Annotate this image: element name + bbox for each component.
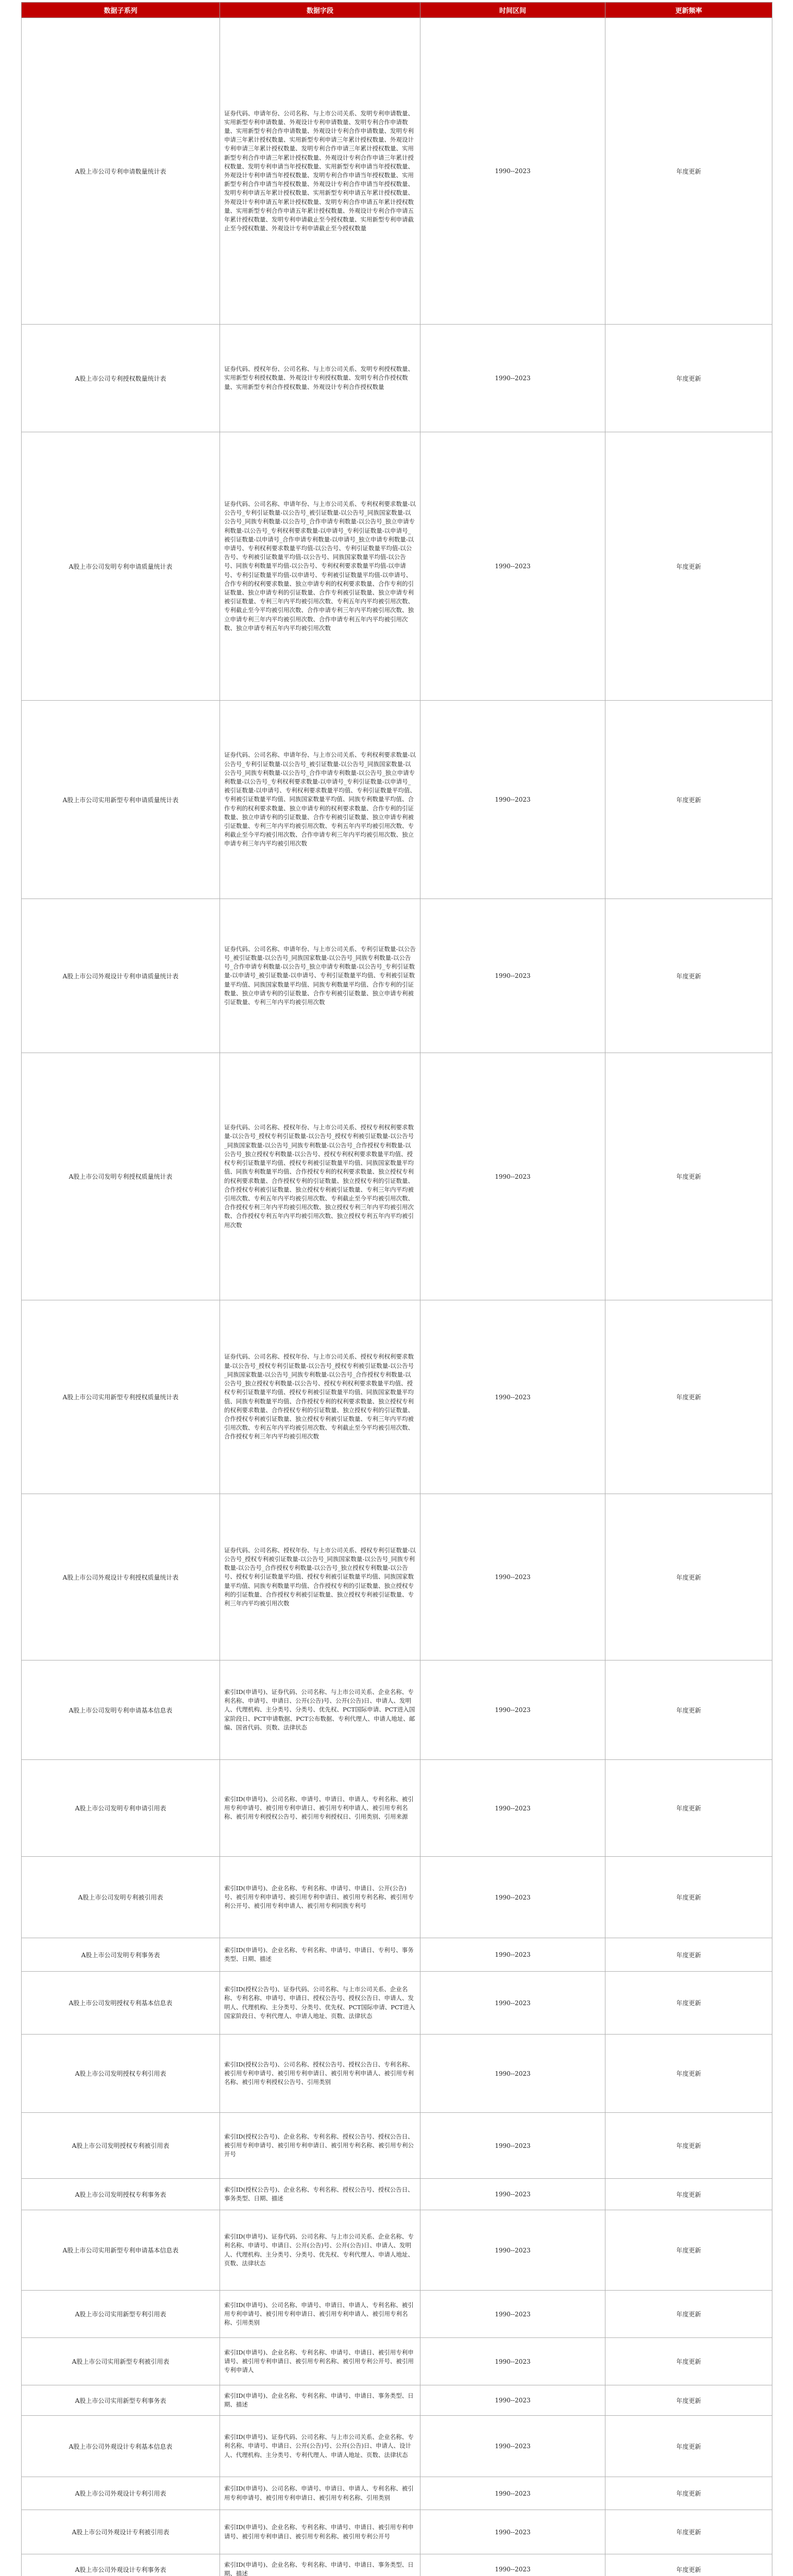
cell-series: A股上市公司实用新型专利申请基本信息表: [22, 2210, 220, 2291]
cell-update-frequency: 年度更新: [605, 1494, 772, 1660]
cell-time-range: 1990--2023: [420, 325, 605, 432]
cell-time-range: 1990--2023: [420, 2291, 605, 2338]
cell-series: A股上市公司外观设计专利授权质量统计表: [22, 1494, 220, 1660]
cell-update-frequency: 年度更新: [605, 1938, 772, 1972]
table-row: [22, 2477, 772, 2510]
cell-series: A股上市公司发明专利授权质量统计表: [22, 1053, 220, 1300]
cell-fields: [220, 432, 420, 701]
table-row: [22, 1972, 772, 2035]
cell-series: A股上市公司实用新型专利被引用表: [22, 2338, 220, 2385]
cell-series: A股上市公司发明授权专利引用表: [22, 2035, 220, 2113]
cell-update-frequency: 年度更新: [605, 2477, 772, 2510]
cell-fields: [220, 701, 420, 899]
cell-time-range: 1990--2023: [420, 2510, 605, 2554]
cell-fields: [220, 2210, 420, 2291]
cell-series: A股上市公司实用新型专利授权质量统计表: [22, 1300, 220, 1494]
cell-series: A股上市公司发明授权专利事务表: [22, 2179, 220, 2210]
table-row: [22, 1660, 772, 1760]
cell-time-range: 1990--2023: [420, 701, 605, 899]
cell-series: A股上市公司发明专利事务表: [22, 1938, 220, 1972]
cell-fields: [220, 18, 420, 325]
cell-time-range: 1990--2023: [420, 1494, 605, 1660]
cell-update-frequency: 年度更新: [605, 2035, 772, 2113]
cell-fields: [220, 1938, 420, 1972]
cell-update-frequency: 年度更新: [605, 432, 772, 701]
fields-text: 索引ID(授权公告号)、证券代码、公司名称、与上市公司关系、企业名称、专利名称、申请号、申请日、授权公告号、授权公告日、申请人、发明人、代理机构、主分类号、分类号、优先权、PCT国际申请、PCT进入国家阶段日、专利代理人、申请人地址、页数、法律状态: [224, 1986, 415, 2020]
cell-fields: [220, 2113, 420, 2179]
cell-fields: [220, 1300, 420, 1494]
cell-series: A股上市公司专利申请数量统计表: [22, 18, 220, 325]
cell-fields: [220, 1494, 420, 1660]
cell-fields: [220, 2416, 420, 2477]
cell-update-frequency: 年度更新: [605, 1857, 772, 1938]
table-row: [22, 2554, 772, 2576]
cell-series: A股上市公司发明授权专利基本信息表: [22, 1972, 220, 2035]
cell-update-frequency: 年度更新: [605, 2338, 772, 2385]
cell-fields: [220, 1760, 420, 1857]
cell-time-range: 1990--2023: [420, 2113, 605, 2179]
fields-text: 索引ID(授权公告号)、公司名称、授权公告号、授权公告日、专利名称、被引用专利申请号、被引用专利申请日、被引用专利申请人、被引用专利名称、被引用专利授权公告号、引用类别: [224, 2060, 414, 2086]
cell-series: A股上市公司发明授权专利被引用表: [22, 2113, 220, 2179]
cell-series: A股上市公司发明专利申请引用表: [22, 1760, 220, 1857]
table-header-row: [22, 3, 772, 18]
cell-time-range: 1990--2023: [420, 899, 605, 1053]
table-row: [22, 325, 772, 432]
cell-time-range: 1990--2023: [420, 1660, 605, 1760]
table-row: [22, 1938, 772, 1972]
cell-update-frequency: 年度更新: [605, 18, 772, 325]
cell-fields: [220, 2554, 420, 2576]
table-row: [22, 2179, 772, 2210]
fields-text: 索引ID(申请号)、公司名称、申请号、申请日、申请人、专利名称、被引用专利申请号、被引用专利申请日、被引用专利名称、引用类别: [224, 2485, 414, 2501]
cell-time-range: 1990--2023: [420, 1938, 605, 1972]
table-row: [22, 2113, 772, 2179]
table-row: [22, 2510, 772, 2554]
header-frequency: 更新频率: [605, 3, 772, 18]
table-row: [22, 2385, 772, 2416]
cell-fields: [220, 325, 420, 432]
cell-series: A股上市公司实用新型专利引用表: [22, 2291, 220, 2338]
table-row: [22, 1300, 772, 1494]
data-series-table: [21, 2, 772, 2576]
cell-fields: [220, 1660, 420, 1760]
cell-time-range: 1990--2023: [420, 1857, 605, 1938]
cell-fields: [220, 2338, 420, 2385]
cell-series: A股上市公司外观设计专利事务表: [22, 2554, 220, 2576]
fields-text: 索引ID(授权公告号)、企业名称、专利名称、授权公告号、授权公告日、被引用专利申请号、被引用专利申请日、被引用专利名称、被引用专利公开号: [224, 2132, 414, 2158]
cell-update-frequency: 年度更新: [605, 2554, 772, 2576]
fields-text: 索引ID(申请号)、企业名称、专利名称、申请号、申请日、被引用专利申请号、被引用专利申请日、被引用专利名称、被引用专利公开号、被引用专利申请人: [224, 2348, 414, 2374]
cell-fields: [220, 899, 420, 1053]
table-row: [22, 2035, 772, 2113]
cell-time-range: 1990--2023: [420, 1972, 605, 2035]
cell-fields: [220, 2510, 420, 2554]
cell-fields: [220, 2035, 420, 2113]
cell-series: A股上市公司发明专利申请基本信息表: [22, 1660, 220, 1760]
fields-text: 索引ID(授权公告号)、企业名称、专利名称、授权公告号、授权公告日、事务类型、日期、描述: [224, 2185, 414, 2202]
cell-update-frequency: 年度更新: [605, 2210, 772, 2291]
cell-time-range: 1990--2023: [420, 1760, 605, 1857]
cell-series: A股上市公司实用新型专利申请质量统计表: [22, 701, 220, 899]
table-row: [22, 432, 772, 701]
cell-time-range: 1990--2023: [420, 2477, 605, 2510]
cell-update-frequency: 年度更新: [605, 2385, 772, 2416]
table-row: [22, 1857, 772, 1938]
fields-text: 索引ID(申请号)、公司名称、申请号、申请日、申请人、专利名称、被引用专利申请号、被引用专利申请日、被引用专利申请人、被引用专利名称、引用类别: [224, 2301, 414, 2327]
cell-update-frequency: 年度更新: [605, 2510, 772, 2554]
fields-text: 证券代码、公司名称、授权年份、与上市公司关系、授权专利引证数量-以公告号_授权专利被引证数量-以公告号_同族国家数量-以公告号_同族专利数量-以公告号_合作授权专利数量-以公告号_独立授权专利数量-以公告号、授权专利引证数量平均值、授权专利被引证数量平均值、同族国家数量平均值、同族专利数量平均值、合作授权专利的引证数量、独立授权专利的引证数量、合作授权专利被引证数量、独立授权专利被引证数量、专利三年内平均被引用次数: [224, 1546, 416, 1607]
cell-time-range: 1990--2023: [420, 18, 605, 325]
cell-time-range: 1990--2023: [420, 1053, 605, 1300]
header-series: 数据子系列: [22, 3, 220, 18]
fields-text: 索引ID(申请号)、公司名称、申请号、申请日、申请人、专利名称、被引用专利申请号、被引用专利申请日、被引用专利申请人、被引用专利名称、被引用专利授权公告号、被引用专利授权日、引用类别、引用来源: [224, 1795, 414, 1821]
cell-update-frequency: 年度更新: [605, 2113, 772, 2179]
table-row: [22, 899, 772, 1053]
cell-time-range: 1990--2023: [420, 2554, 605, 2576]
table-row: [22, 2416, 772, 2477]
cell-series: A股上市公司发明专利申请质量统计表: [22, 432, 220, 701]
fields-text: 证券代码、公司名称、申请年份、与上市公司关系、专利权利要求数量-以公告号_专利引证数量-以公告号_被引证数量-以公告号_同族国家数量-以公告号_同族专利数量-以公告号_合作申请专利数量-以公告号_独立申请专利数量-以公告号_专利权利要求数量-以申请号_专利引证数量-以申请号_被引证数量-以申请号_合作申请专利数量-以申请号_独立申请专利数量-以申请号、专利权利要求数量平均值-以公告号、专利引证数量平均值-以公告号、专利被引证数量平均值-以公告号、同族国家数量平均值-以公告号、同族专利数量平均值-以公告号、专利权利要求数量平均值-以申请号、专利引证数量平均值-以申请号、专利被引证数量平均值-以申请号、合作专利的权利要求数量、独立申请专利的权利要求数量、合作专利的引证数量、独立申请专利的引证数量、合作专利被引证数量、独立申请专利被引证数量、专利三年内平均被引用次数、专利五年内平均被引用次数、专利截止至今平均被引用次数、合作申请专利三年内平均被引用次数、独立申请专利三年内平均被引用次数、合作申请专利五年内平均被引用次数、独立申请专利五年内平均被引用次数: [224, 500, 416, 632]
cell-fields: [220, 2291, 420, 2338]
cell-fields: [220, 2385, 420, 2416]
cell-update-frequency: 年度更新: [605, 899, 772, 1053]
table-row: [22, 2210, 772, 2291]
cell-series: A股上市公司外观设计专利申请质量统计表: [22, 899, 220, 1053]
header-range: 时间区间: [420, 3, 605, 18]
table-row: [22, 2291, 772, 2338]
cell-update-frequency: 年度更新: [605, 2416, 772, 2477]
cell-update-frequency: 年度更新: [605, 1300, 772, 1494]
cell-time-range: 1990--2023: [420, 2338, 605, 2385]
fields-text: 证券代码、公司名称、申请年份、与上市公司关系、专利引证数量-以公告号_被引证数量-以公告号_同族国家数量-以公告号_同族专利数量-以公告号_合作申请专利数量-以公告号_独立申请专利数量-以公告号_专利引证数量-以申请号_被引证数量-以申请号、专利引证数量平均值、专利被引证数量平均值、同族国家数量平均值、同族专利数量平均值、合作专利的引证数量、独立申请专利的引证数量、合作专利被引证数量、独立申请专利被引证数量、专利三年内平均被引用次数: [224, 945, 416, 1006]
table-row: [22, 701, 772, 899]
fields-text: 证券代码、公司名称、申请年份、与上市公司关系、专利权利要求数量-以公告号_专利引证数量-以公告号_被引证数量-以公告号_同族国家数量-以公告号_同族专利数量-以公告号_合作申请专利数量-以公告号_独立申请专利数量-以公告号_专利权利要求数量-以申请号_专利引证数量-以申请号_被引证数量-以申请号、专利权利要求数量平均值、专利引证数量平均值、专利被引证数量平均值、同族国家数量平均值、同族专利数量平均值、合作专利的权利要求数量、独立申请专利的权利要求数量、合作专利的引证数量、独立申请专利的引证数量、合作专利被引证数量、独立申请专利被引证数量、专利三年内平均被引用次数、专利五年内平均被引用次数、专利截止至今平均被引用次数、合作申请专利三年内平均被引用次数、独立申请专利三年内平均被引用次数: [224, 751, 416, 848]
cell-series: A股上市公司外观设计专利被引用表: [22, 2510, 220, 2554]
cell-update-frequency: 年度更新: [605, 1760, 772, 1857]
cell-update-frequency: 年度更新: [605, 1972, 772, 2035]
cell-update-frequency: 年度更新: [605, 701, 772, 899]
fields-text: 证券代码、公司名称、授权年份、与上市公司关系、授权专利权利要求数量-以公告号_授权专利引证数量-以公告号_授权专利被引证数量-以公告号_同族国家数量-以公告号_同族专利数量-以公告号_合作授权专利数量-以公告号_独立授权专利数量-以公告号、授权专利权利要求数量平均值、授权专利引证数量平均值、授权专利被引证数量平均值、同族国家数量平均值、同族专利数量平均值、合作授权专利的权利要求数量、独立授权专利的权利要求数量、合作授权专利的引证数量、独立授权专利的引证数量、合作授权专利被引证数量、独立授权专利被引证数量、专利三年内平均被引用次数、专利五年内平均被引用次数、专利截止至今平均被引用次数、合作授权专利三年内平均被引用次数、独立授权专利三年内平均被引用次数、合作授权专利五年内平均被引用次数、独立授权专利五年内平均被引用次数: [224, 1124, 414, 1229]
table-body: [22, 18, 772, 2576]
cell-fields: [220, 1053, 420, 1300]
table-row: [22, 1494, 772, 1660]
cell-fields: [220, 2477, 420, 2510]
cell-series: A股上市公司发明专利被引用表: [22, 1857, 220, 1938]
cell-update-frequency: 年度更新: [605, 325, 772, 432]
table-row: [22, 1760, 772, 1857]
fields-text: 索引ID(申请号)、企业名称、专利名称、申请号、申请日、事务类型、日期、描述: [224, 2392, 414, 2408]
fields-text: 索引ID(申请号)、证券代码、公司名称、与上市公司关系、企业名称、专利名称、申请号、申请日、公开(公告)号、公开(公告)日、申请人、设计人、代理机构、主分类号、专利代理人、申请人地址、页数、法律状态: [224, 2433, 414, 2459]
cell-time-range: 1990--2023: [420, 1300, 605, 1494]
cell-update-frequency: 年度更新: [605, 1660, 772, 1760]
table-row: [22, 1053, 772, 1300]
cell-time-range: 1990--2023: [420, 2416, 605, 2477]
cell-series: A股上市公司外观设计专利引用表: [22, 2477, 220, 2510]
cell-update-frequency: 年度更新: [605, 1053, 772, 1300]
table-row: [22, 2338, 772, 2385]
cell-series: A股上市公司外观设计专利基本信息表: [22, 2416, 220, 2477]
cell-fields: [220, 2179, 420, 2210]
fields-text: 索引ID(申请号)、证券代码、公司名称、与上市公司关系、企业名称、专利名称、申请号、申请日、公开(公告)号、公开(公告)日、申请人、发明人、代理机构、主分类号、分类号、优先权、PCT国际申请、PCT进入国家阶段日、PCT申请数据、PCT公布数据、专利代理人、申请人地址、邮编、国省代码、页数、法律状态: [224, 1688, 415, 1731]
fields-text: 索引ID(申请号)、证券代码、公司名称、与上市公司关系、企业名称、专利名称、申请号、申请日、公开(公告)号、公开(公告)日、申请人、发明人、代理机构、主分类号、分类号、优先权、专利代理人、申请人地址、页数、法律状态: [224, 2233, 414, 2267]
fields-text: 证券代码、授权年份、公司名称、与上市公司关系、发明专利授权数量、实用新型专利授权数量、外观设计专利授权数量、发明专利合作授权数量、实用新型专利合作授权数量、外观设计专利合作授权数量: [224, 365, 414, 391]
fields-text: 索引ID(申请号)、企业名称、专利名称、申请号、申请日、专利号、事务类型、日期、描述: [224, 1946, 414, 1962]
cell-time-range: 1990--2023: [420, 432, 605, 701]
fields-text: 索引ID(申请号)、企业名称、专利名称、申请号、申请日、被引用专利申请号、被引用专利申请日、被引用专利名称、被引用专利公开号: [224, 2523, 414, 2540]
cell-update-frequency: 年度更新: [605, 2179, 772, 2210]
cell-series: A股上市公司专利授权数量统计表: [22, 325, 220, 432]
table-row: [22, 18, 772, 325]
fields-text: 证券代码、申请年份、公司名称、与上市公司关系、发明专利申请数量、实用新型专利申请数量、外观设计专利申请数量、发明专利合作申请数量、实用新型专利合作申请数量、外观设计专利合作申请数量、发明专利申请三年累计授权数量、实用新型专利申请三年累计授权数量、外观设计专利申请三年累计授权数量、发明专利合作申请三年累计授权数量、实用新型专利合作申请三年累计授权数量、外观设计专利合作申请三年累计授权数量、发明专利申请当年授权数量、实用新型专利申请当年授权数量、外观设计专利申请当年授权数量、发明专利合作申请当年授权数量、实用新型专利合作申请当年授权数量、外观设计专利合作申请当年授权数量、发明专利申请五年累计授权数量、实用新型专利申请五年累计授权数量、外观设计专利申请五年累计授权数量、发明专利合作申请五年累计授权数量、实用新型专利合作申请五年累计授权数量、外观设计专利合作申请五年累计授权数量、发明专利申请截止至今授权数量、实用新型专利申请截止至今授权数量、外观设计专利申请截止至今授权数量: [224, 109, 414, 232]
fields-text: 索引ID(申请号)、企业名称、专利名称、申请号、申请日、公开(公告)号、被引用专利申请号、被引用专利申请日、被引用专利名称、被引用专利公开号、被引用专利申请人、被引用专利同族专利号: [224, 1884, 414, 1910]
cell-time-range: 1990--2023: [420, 2179, 605, 2210]
cell-time-range: 1990--2023: [420, 2210, 605, 2291]
cell-update-frequency: 年度更新: [605, 2291, 772, 2338]
cell-time-range: 1990--2023: [420, 2035, 605, 2113]
cell-time-range: 1990--2023: [420, 2385, 605, 2416]
header-fields: 数据字段: [220, 3, 420, 18]
cell-fields: [220, 1972, 420, 2035]
fields-text: 索引ID(申请号)、企业名称、专利名称、申请号、申请日、事务类型、日期、描述: [224, 2561, 414, 2576]
cell-fields: [220, 1857, 420, 1938]
fields-text: 证券代码、公司名称、授权年份、与上市公司关系、授权专利权利要求数量-以公告号_授权专利引证数量-以公告号_授权专利被引证数量-以公告号_同族国家数量-以公告号_同族专利数量-以公告号_合作授权专利数量-以公告号_独立授权专利数量-以公告号、授权专利权利要求数量平均值、授权专利引证数量平均值、授权专利被引证数量平均值、同族国家数量平均值、同族专利数量平均值、合作授权专利的权利要求数量、独立授权专利的权利要求数量、合作授权专利的引证数量、独立授权专利的引证数量、合作授权专利被引证数量、独立授权专利被引证数量、专利三年内平均被引用次数、专利五年内平均被引用次数、专利截止至今平均被引用次数、合作授权专利三年内平均被引用次数: [224, 1353, 414, 1440]
cell-series: A股上市公司实用新型专利事务表: [22, 2385, 220, 2416]
